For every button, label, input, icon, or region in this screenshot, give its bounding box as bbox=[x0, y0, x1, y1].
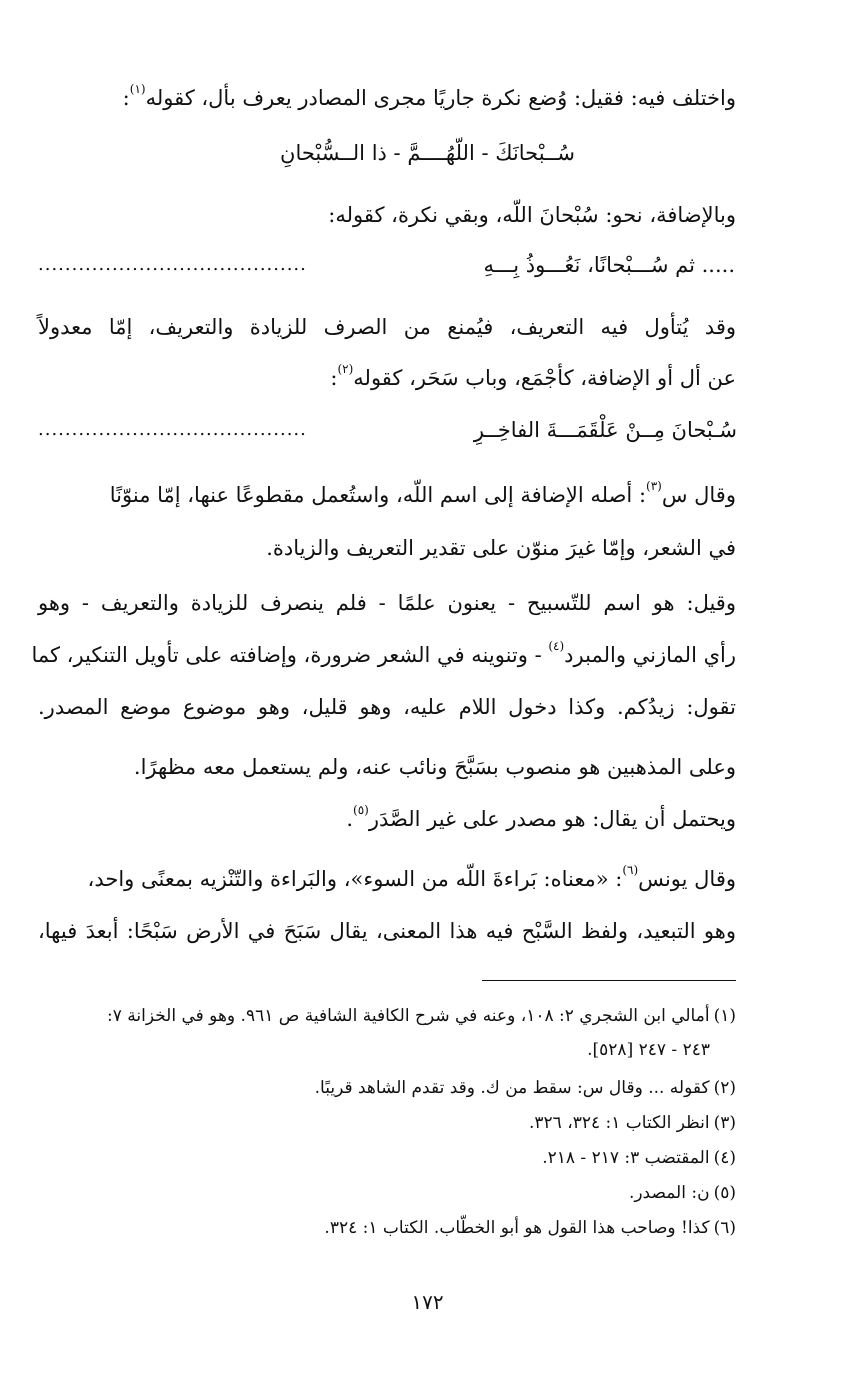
footnote-ref-5: (٥) bbox=[353, 803, 369, 817]
footnote-ref-6: (٦) bbox=[622, 863, 639, 877]
footnote-1-cont: ٢٤٣ - ٢٤٧ [٥٢٨]. bbox=[587, 1040, 710, 1060]
footnote-ref-4: (٤) bbox=[548, 639, 565, 653]
footnote-divider bbox=[482, 980, 736, 981]
footnote-5: (٥)ن: المصدر. bbox=[628, 1183, 736, 1203]
text-line-1: واختلف فيه: فقيل: وُضع نكرة جاريًا مجرى المصادر يعرف بأل، كقوله$^{(١)}$: bbox=[122, 82, 736, 110]
verse-line-2: ..... ثم سُـــبْحانًا، نَعُـــوذُ بِـــهِ bbox=[483, 253, 735, 277]
text-line-13: وهو التبعيد، ولفظ السَّبْح فيه هذا المعنى، يقال سَبَحَ في الأرض سَبْحًا: أبعدَ فيها، bbox=[38, 919, 736, 943]
text-line-10: وعلى المذهبين هو منصوب بسَبَّحَ ونائب عنه، ولم يستعمل معه مظهرًا. bbox=[133, 755, 736, 779]
text-line-4: عن أل أو الإضافة، كأجْمَع، وباب سَحَر، كقوله$^{(٢)}$: bbox=[330, 362, 736, 390]
text-line-8: رأي المازني والمبرد$^{(٤)}$ - وتنوينه في الشعر ضرورة، وإضافته على تأويل التنكير، كما bbox=[31, 639, 736, 667]
footnote-4: (٤)المقتضب ٣: ٢١٧ - ٢١٨. bbox=[542, 1148, 736, 1168]
text-line-6: في الشعر، وإمّا غيرَ منوّن على تقدير التعريف والزيادة. bbox=[266, 536, 736, 560]
footnote-3: (٣)انظر الكتاب ١: ٣٢٤، ٣٢٦. bbox=[528, 1113, 736, 1133]
text-line-5: وقال س$^{(٣)}$: أصله الإضافة إلى اسم اللّه، واستُعمل مقطوعًا عنها، إمّا منوّنًا bbox=[109, 479, 736, 507]
text-line-11: ويحتمل أن يقال: هو مصدر على غير الصَّدَر$^{(٥)}$. bbox=[346, 803, 736, 831]
verse-line-3: سُـبْحانَ مِــنْ عَلْقَمَـــةَ الفاخِــرِ bbox=[473, 418, 737, 442]
text-line-3: وقد يُتأول فيه التعريف، فيُمنع من الصرف للزيادة والتعريف، إمّا معدولاً bbox=[38, 315, 736, 339]
footnote-6: (٦)كذا! وصاحب هذا القول هو أبو الخطّاب. الكتاب ١: ٣٢٤. bbox=[324, 1218, 736, 1238]
footnote-ref-3: (٣) bbox=[646, 479, 662, 493]
text-line-12: وقال يونس$^{(٦)}$: «معناه: بَراءةَ اللّه من السوء»، والبَراءة والتّنْزيه بمعنًى واحد، bbox=[87, 863, 736, 891]
footnote-2: (٢)كقوله ... وقال س: سقط من ك. وقد تقدم الشاهد قريبًا. bbox=[314, 1078, 736, 1098]
text-line-2: وبالإضافة، نحو: سُبْحانَ اللّه، وبقي نكرة، كقوله: bbox=[328, 203, 736, 227]
footnote-ref-1: (١) bbox=[129, 82, 146, 96]
text-line-9: تقول: زيدُكم. وكذا دخول اللام عليه، وهو قليل، وهو موضوع موضع المصدر. bbox=[38, 695, 736, 719]
footnote-1: (١)أمالي ابن الشجري ٢: ١٠٨، وعنه في شرح الكافية الشافية ص ٩٦١. وهو في الخزانة ٧: bbox=[106, 1006, 736, 1026]
text-line-7: وقيل: هو اسم للتّسبيح - يعنون علمًا - فلم ينصرف للزيادة والتعريف - وهو bbox=[38, 591, 736, 615]
page-number: ١٧٢ bbox=[411, 1290, 444, 1314]
footnote-ref-2: (٢) bbox=[337, 362, 354, 376]
verse-dots-1: ........................................ bbox=[38, 254, 307, 275]
verse-dots-2: ........................................ bbox=[38, 419, 307, 440]
verse-line-1: سُــبْحانَكَ - اللّهُــــمَّ - ذا الــسُّبْحانِ bbox=[280, 141, 575, 165]
